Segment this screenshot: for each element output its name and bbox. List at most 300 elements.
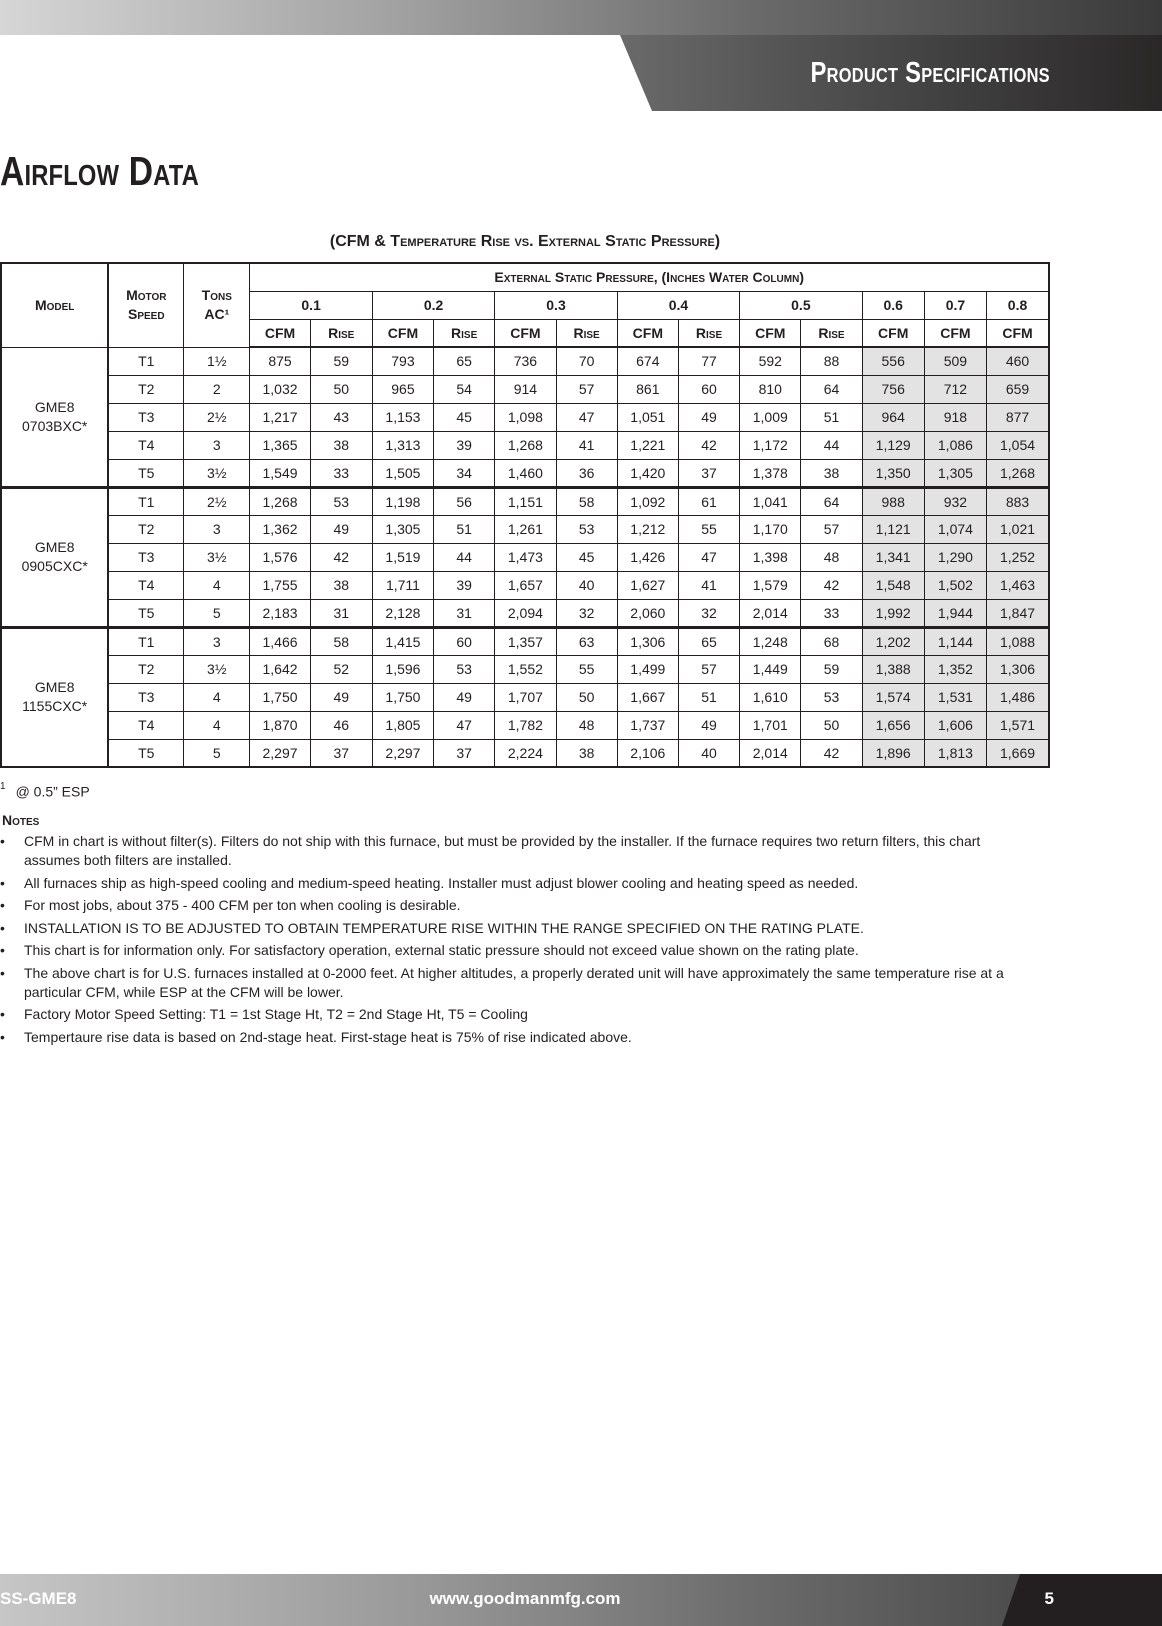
note-item: [0, 919, 1030, 938]
value-cell: 1,092: [617, 487, 678, 515]
value-cell: 1,992: [862, 599, 924, 627]
value-cell: 1,711: [372, 571, 433, 599]
value-cell: 1,571: [987, 711, 1049, 739]
value-cell: 48: [556, 711, 617, 739]
table-row: [1, 347, 1049, 375]
value-cell: 1,202: [862, 627, 924, 655]
tons-cell: 4: [184, 711, 250, 739]
esp-value-header: 0.7: [924, 291, 986, 319]
value-cell: 1,357: [495, 627, 556, 655]
value-cell: 1,306: [617, 627, 678, 655]
motor-label-line2: Speed: [127, 306, 165, 323]
value-cell: 1,252: [987, 543, 1049, 571]
tons-cell: 2½: [184, 403, 250, 431]
value-cell: 1,782: [495, 711, 556, 739]
table-header-row: [1, 263, 1049, 291]
footer-url: www.goodmanmfg.com: [429, 1589, 621, 1608]
table-row: [1, 431, 1049, 459]
value-cell: 65: [678, 627, 739, 655]
note-text: Factory Motor Speed Setting: T1 = 1st Stage Ht, T2 = 2nd Stage Ht, T5 = Cooling: [24, 1006, 528, 1022]
value-cell: 1,449: [740, 655, 801, 683]
value-cell: 1,552: [495, 655, 556, 683]
value-cell: 37: [310, 739, 372, 767]
value-cell: 1,576: [250, 543, 310, 571]
rise-unit-header: Rise: [556, 319, 617, 347]
table-row: [1, 571, 1049, 599]
bullet-icon: •: [0, 833, 5, 849]
table-body: [1, 347, 1049, 767]
value-cell: 1,088: [987, 627, 1049, 655]
cfm-unit-header: CFM: [987, 319, 1049, 347]
value-cell: 40: [556, 571, 617, 599]
value-cell: 1,657: [495, 571, 556, 599]
value-cell: 54: [434, 375, 495, 403]
motor-speed-cell: T3: [108, 683, 183, 711]
table-row: [1, 627, 1049, 655]
value-cell: 592: [740, 347, 801, 375]
table-caption: (CFM & Temperature Rise vs. External Static Pressure): [329, 233, 721, 250]
value-cell: 49: [434, 683, 495, 711]
tons-cell: 3½: [184, 459, 250, 487]
value-cell: 509: [924, 347, 986, 375]
esp-value-header: 0.8: [987, 291, 1049, 319]
model-name-line2: 0905CXC*: [21, 558, 88, 574]
value-cell: 861: [617, 375, 678, 403]
header-band: [0, 0, 1162, 35]
bullet-icon: •: [0, 1028, 5, 1045]
value-cell: 1,074: [924, 515, 986, 543]
esp-value-header: 0.6: [862, 291, 924, 319]
value-cell: 51: [801, 403, 862, 431]
value-cell: 53: [801, 683, 862, 711]
value-cell: 38: [556, 739, 617, 767]
value-cell: 1,352: [924, 655, 986, 683]
value-cell: 1,021: [987, 515, 1049, 543]
value-cell: 1,486: [987, 683, 1049, 711]
table-row: [1, 515, 1049, 543]
cfm-unit-header: CFM: [924, 319, 986, 347]
motor-speed-cell: T3: [108, 543, 183, 571]
value-cell: 2,297: [250, 739, 310, 767]
value-cell: 918: [924, 403, 986, 431]
value-cell: 1,306: [987, 655, 1049, 683]
value-cell: 1,847: [987, 599, 1049, 627]
footnote: [0, 783, 90, 800]
value-cell: 2,014: [740, 739, 801, 767]
value-cell: 52: [310, 655, 372, 683]
motor-speed-cell: T1: [108, 627, 183, 655]
note-text: All furnaces ship as high-speed cooling and medium-speed heating. Installer must adjust blower cooling and heating speed as needed.: [24, 874, 859, 891]
value-cell: 65: [434, 347, 495, 375]
value-cell: 59: [801, 655, 862, 683]
bullet-icon: •: [0, 874, 5, 891]
value-cell: 36: [556, 459, 617, 487]
value-cell: 63: [556, 627, 617, 655]
value-cell: 1,009: [740, 403, 801, 431]
value-cell: 1,701: [740, 711, 801, 739]
value-cell: 53: [434, 655, 495, 683]
motor-speed-cell: T4: [108, 431, 183, 459]
note-text: INSTALLATION IS TO BE ADJUSTED TO OBTAIN TEMPERATURE RISE WITHIN THE RANGE SPECIFIED ON THE RATING PLATE.: [24, 919, 864, 936]
value-cell: 1,870: [250, 711, 310, 739]
value-cell: 61: [678, 487, 739, 515]
tons-cell: 5: [184, 739, 250, 767]
value-cell: 31: [310, 599, 372, 627]
value-cell: 1,574: [862, 683, 924, 711]
note-text: The above chart is for U.S. furnaces installed at 0-2000 feet. At higher altitudes, a properly derated unit will have approximately the same temperature rise at a particular CFM, while ESP at the CFM will be lower.: [24, 964, 1004, 1000]
value-cell: 1,669: [987, 739, 1049, 767]
value-cell: 1,463: [987, 571, 1049, 599]
value-cell: 1,365: [250, 431, 310, 459]
value-cell: 1,813: [924, 739, 986, 767]
value-cell: 58: [310, 627, 372, 655]
rise-unit-header: Rise: [434, 319, 495, 347]
rise-unit-header: Rise: [801, 319, 862, 347]
value-cell: 1,398: [740, 543, 801, 571]
tons-cell: 5: [184, 599, 250, 627]
value-cell: 42: [801, 739, 862, 767]
value-cell: 1,737: [617, 711, 678, 739]
value-cell: 1,248: [740, 627, 801, 655]
value-cell: 47: [556, 403, 617, 431]
esp-value-header: 0.1: [250, 291, 372, 319]
value-cell: 46: [310, 711, 372, 739]
value-cell: 68: [801, 627, 862, 655]
value-cell: 55: [678, 515, 739, 543]
value-cell: 1,805: [372, 711, 433, 739]
value-cell: 64: [801, 375, 862, 403]
table-row: [1, 739, 1049, 767]
column-header-tons: [184, 263, 250, 347]
value-cell: 1,086: [924, 431, 986, 459]
value-cell: 53: [556, 515, 617, 543]
esp-value-header: 0.2: [372, 291, 494, 319]
tons-cell: 3: [184, 515, 250, 543]
motor-speed-cell: T5: [108, 739, 183, 767]
value-cell: 1,388: [862, 655, 924, 683]
value-cell: 1,548: [862, 571, 924, 599]
value-cell: 49: [678, 711, 739, 739]
motor-speed-cell: T1: [108, 347, 183, 375]
esp-value-header: 0.3: [495, 291, 617, 319]
value-cell: 88: [801, 347, 862, 375]
value-cell: 1,032: [250, 375, 310, 403]
tons-cell: 3½: [184, 543, 250, 571]
value-cell: 1,305: [924, 459, 986, 487]
value-cell: 41: [678, 571, 739, 599]
value-cell: 41: [556, 431, 617, 459]
header-title: Product Specifications: [810, 57, 1050, 89]
motor-speed-cell: T4: [108, 571, 183, 599]
value-cell: 50: [801, 711, 862, 739]
value-cell: 32: [678, 599, 739, 627]
value-cell: 1,268: [495, 431, 556, 459]
value-cell: 37: [678, 459, 739, 487]
cfm-unit-header: CFM: [495, 319, 556, 347]
value-cell: 1,217: [250, 403, 310, 431]
value-cell: 556: [862, 347, 924, 375]
value-cell: 1,151: [495, 487, 556, 515]
value-cell: 1,305: [372, 515, 433, 543]
value-cell: 1,170: [740, 515, 801, 543]
value-cell: 42: [310, 543, 372, 571]
value-cell: 756: [862, 375, 924, 403]
bullet-icon: •: [0, 919, 5, 936]
value-cell: 37: [434, 739, 495, 767]
tons-cell: 3: [184, 627, 250, 655]
value-cell: 2,183: [250, 599, 310, 627]
footnote-text: @ 0.5” ESP: [15, 783, 90, 800]
value-cell: 1,755: [250, 571, 310, 599]
value-cell: 1,610: [740, 683, 801, 711]
value-cell: 44: [434, 543, 495, 571]
value-cell: 1,198: [372, 487, 433, 515]
motor-label-line1: Motor: [126, 287, 167, 304]
value-cell: 1,531: [924, 683, 986, 711]
value-cell: 1,172: [740, 431, 801, 459]
value-cell: 2,297: [372, 739, 433, 767]
value-cell: 70: [556, 347, 617, 375]
model-name-line1: GME8: [34, 679, 75, 696]
value-cell: 1,268: [987, 459, 1049, 487]
value-cell: 1,144: [924, 627, 986, 655]
tons-cell: 2: [184, 375, 250, 403]
rise-unit-header: Rise: [310, 319, 372, 347]
bullet-icon: •: [0, 1006, 5, 1022]
value-cell: 49: [678, 403, 739, 431]
value-cell: 58: [556, 487, 617, 515]
value-cell: 47: [678, 543, 739, 571]
table-row: [1, 403, 1049, 431]
notes-heading: Notes: [2, 812, 40, 828]
value-cell: 659: [987, 375, 1049, 403]
note-item: [0, 896, 1030, 915]
value-cell: 39: [434, 571, 495, 599]
value-cell: 59: [310, 347, 372, 375]
value-cell: 57: [556, 375, 617, 403]
note-item: [0, 1028, 1030, 1047]
column-header-motor-speed: [108, 263, 183, 347]
model-cell: [1, 347, 108, 487]
footer-band: [0, 1574, 1162, 1626]
value-cell: 1,268: [250, 487, 310, 515]
tons-cell: 4: [184, 683, 250, 711]
value-cell: 60: [434, 627, 495, 655]
table-row: [1, 543, 1049, 571]
value-cell: 460: [987, 347, 1049, 375]
value-cell: 1,290: [924, 543, 986, 571]
tons-cell: 2½: [184, 487, 250, 515]
value-cell: 1,505: [372, 459, 433, 487]
motor-speed-cell: T5: [108, 459, 183, 487]
value-cell: 1,054: [987, 431, 1049, 459]
motor-speed-cell: T1: [108, 487, 183, 515]
value-cell: 1,606: [924, 711, 986, 739]
table-row: [1, 459, 1049, 487]
value-cell: 34: [434, 459, 495, 487]
note-text: Tempertaure rise data is based on 2nd-stage heat. First-stage heat is 75% of rise indicated above.: [24, 1028, 632, 1045]
value-cell: 45: [434, 403, 495, 431]
cfm-unit-header: CFM: [372, 319, 433, 347]
value-cell: 56: [434, 487, 495, 515]
value-cell: 44: [801, 431, 862, 459]
note-item: [0, 832, 1030, 870]
value-cell: 51: [678, 683, 739, 711]
value-cell: 1,642: [250, 655, 310, 683]
value-cell: 1,261: [495, 515, 556, 543]
value-cell: 39: [434, 431, 495, 459]
value-cell: 47: [434, 711, 495, 739]
tons-cell: 4: [184, 571, 250, 599]
esp-value-header: 0.4: [617, 291, 739, 319]
notes-list: [0, 832, 1030, 1050]
note-text: This chart is for information only. For satisfactory operation, external static pressure should not exceed value shown on the rating plate.: [24, 942, 859, 958]
bullet-icon: •: [0, 942, 5, 958]
value-cell: 988: [862, 487, 924, 515]
value-cell: 64: [801, 487, 862, 515]
table-row: [1, 375, 1049, 403]
footer-page-number: 5: [1044, 1589, 1054, 1608]
value-cell: 1,426: [617, 543, 678, 571]
value-cell: 1,667: [617, 683, 678, 711]
value-cell: 1,378: [740, 459, 801, 487]
value-cell: 2,128: [372, 599, 433, 627]
page-title: Airflow Data: [0, 148, 199, 194]
note-text: For most jobs, about 375 - 400 CFM per ton when cooling is desirable.: [24, 897, 461, 913]
value-cell: 2,060: [617, 599, 678, 627]
value-cell: 1,313: [372, 431, 433, 459]
value-cell: 914: [495, 375, 556, 403]
value-cell: 1,350: [862, 459, 924, 487]
value-cell: 45: [556, 543, 617, 571]
value-cell: 60: [678, 375, 739, 403]
footnote-mark: 1: [0, 781, 6, 792]
note-item: [0, 874, 1030, 893]
value-cell: 712: [924, 375, 986, 403]
table-row: [1, 599, 1049, 627]
value-cell: 42: [678, 431, 739, 459]
value-cell: 49: [310, 683, 372, 711]
value-cell: 1,098: [495, 403, 556, 431]
column-header-model: Model: [1, 263, 108, 347]
value-cell: 877: [987, 403, 1049, 431]
motor-speed-cell: T2: [108, 515, 183, 543]
model-name-line1: GME8: [34, 539, 75, 555]
tons-cell: 3½: [184, 655, 250, 683]
model-cell: [1, 487, 108, 627]
model-name-line1: GME8: [34, 398, 75, 415]
value-cell: 1,596: [372, 655, 433, 683]
table-row: [1, 487, 1049, 515]
value-cell: 1,129: [862, 431, 924, 459]
value-cell: 1,212: [617, 515, 678, 543]
value-cell: 965: [372, 375, 433, 403]
value-cell: 38: [801, 459, 862, 487]
value-cell: 40: [678, 739, 739, 767]
value-cell: 1,153: [372, 403, 433, 431]
value-cell: 883: [987, 487, 1049, 515]
value-cell: 736: [495, 347, 556, 375]
value-cell: 1,221: [617, 431, 678, 459]
value-cell: 1,041: [740, 487, 801, 515]
value-cell: 1,707: [495, 683, 556, 711]
motor-speed-cell: T4: [108, 711, 183, 739]
value-cell: 932: [924, 487, 986, 515]
value-cell: 1,944: [924, 599, 986, 627]
value-cell: 57: [678, 655, 739, 683]
value-cell: 55: [556, 655, 617, 683]
value-cell: 1,341: [862, 543, 924, 571]
value-cell: 1,519: [372, 543, 433, 571]
value-cell: 57: [801, 515, 862, 543]
note-text: CFM in chart is without filter(s). Filters do not ship with this furnace, but must be provided by the installer. If the furnace requires two return filters, this chart assumes both filters are installed.: [24, 833, 981, 868]
value-cell: 674: [617, 347, 678, 375]
value-cell: 38: [310, 431, 372, 459]
value-cell: 50: [556, 683, 617, 711]
value-cell: 1,750: [250, 683, 310, 711]
value-cell: 1,502: [924, 571, 986, 599]
value-cell: 2,224: [495, 739, 556, 767]
tons-cell: 1½: [184, 347, 250, 375]
footer-doc-id: SS-GME8: [0, 1589, 77, 1608]
bullet-icon: •: [0, 897, 5, 913]
value-cell: 1,415: [372, 627, 433, 655]
value-cell: 33: [801, 599, 862, 627]
cfm-unit-header: CFM: [862, 319, 924, 347]
airflow-table: [0, 262, 1050, 768]
value-cell: 77: [678, 347, 739, 375]
value-cell: 2,094: [495, 599, 556, 627]
value-cell: 1,750: [372, 683, 433, 711]
value-cell: 42: [801, 571, 862, 599]
motor-speed-cell: T2: [108, 655, 183, 683]
value-cell: 1,121: [862, 515, 924, 543]
value-cell: 1,420: [617, 459, 678, 487]
table-row: [1, 711, 1049, 739]
value-cell: 1,460: [495, 459, 556, 487]
value-cell: 1,499: [617, 655, 678, 683]
value-cell: 48: [801, 543, 862, 571]
esp-value-header: 0.5: [740, 291, 862, 319]
model-name-line2: 1155CXC*: [22, 698, 88, 715]
value-cell: 810: [740, 375, 801, 403]
table-row: [1, 683, 1049, 711]
value-cell: 53: [310, 487, 372, 515]
value-cell: 43: [310, 403, 372, 431]
value-cell: 1,579: [740, 571, 801, 599]
value-cell: 2,106: [617, 739, 678, 767]
value-cell: 32: [556, 599, 617, 627]
value-cell: 793: [372, 347, 433, 375]
value-cell: 1,473: [495, 543, 556, 571]
cfm-unit-header: CFM: [740, 319, 801, 347]
model-name-line2: 0703BXC*: [22, 417, 88, 434]
value-cell: 1,896: [862, 739, 924, 767]
tons-label-line2: AC¹: [204, 306, 230, 323]
rise-unit-header: Rise: [678, 319, 739, 347]
table-row: [1, 655, 1049, 683]
value-cell: 1,656: [862, 711, 924, 739]
value-cell: 38: [310, 571, 372, 599]
value-cell: 33: [310, 459, 372, 487]
motor-speed-cell: T3: [108, 403, 183, 431]
value-cell: 51: [434, 515, 495, 543]
bullet-icon: •: [0, 964, 5, 981]
value-cell: 1,362: [250, 515, 310, 543]
value-cell: 1,051: [617, 403, 678, 431]
value-cell: 49: [310, 515, 372, 543]
motor-speed-cell: T5: [108, 599, 183, 627]
